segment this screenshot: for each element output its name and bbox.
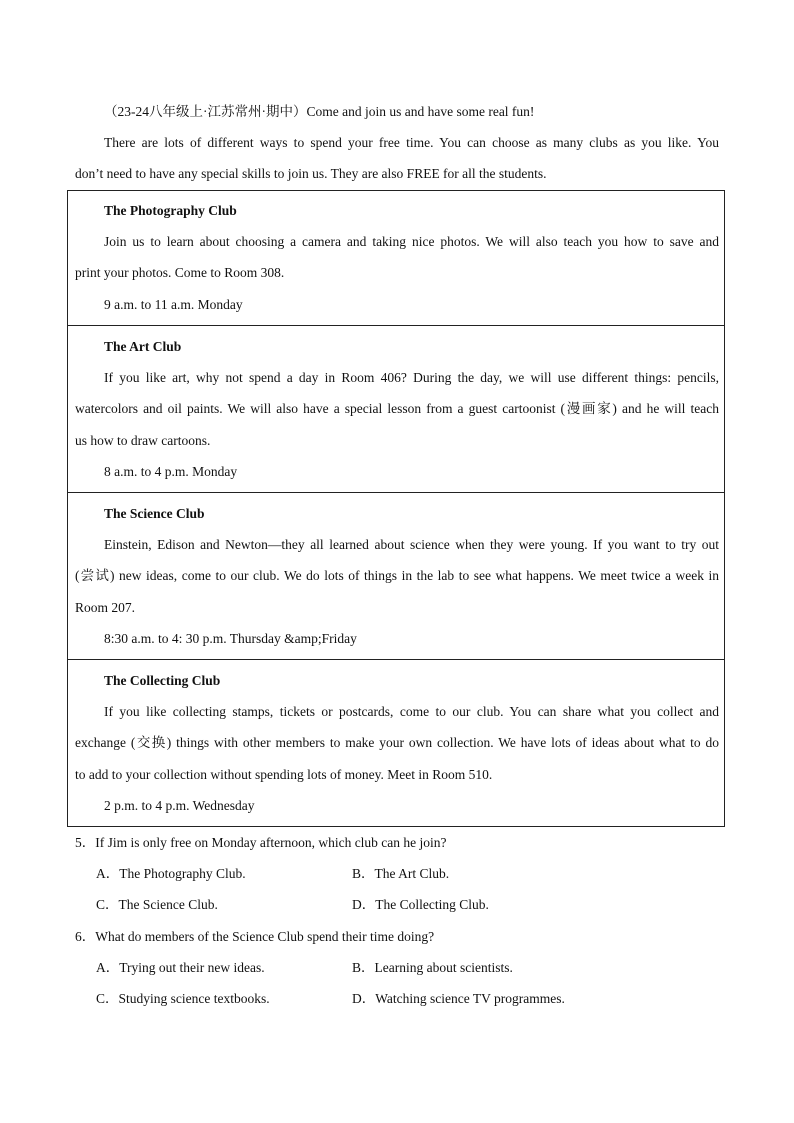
club-name: The Art Club	[104, 339, 182, 354]
club-description-line: (尝试) new ideas, come to our club. We do lots of things in the lab to see what happens. We meet twice a week in	[75, 568, 719, 583]
intro-line-1: There are lots of different ways to spend your free time. You can choose as many clubs as you like. You	[104, 135, 719, 150]
club-time: 8 a.m. to 4 p.m. Monday	[104, 464, 238, 479]
club-description-line: us how to draw cartoons.	[75, 433, 211, 448]
question-number: 5．	[75, 835, 96, 850]
option-b[interactable]: B．The Art Club.	[352, 866, 450, 881]
club-description-line: Room 207.	[75, 600, 136, 615]
option-a[interactable]: A．The Photography Club.	[96, 866, 246, 881]
option-b[interactable]: B．Learning about scientists.	[352, 960, 513, 975]
club-description-line: to add to your collection without spending lots of money. Meet in Room 510.	[75, 767, 493, 782]
club-description-line: watercolors and oil paints. We will also have a special lesson from a guest cartoonist (漫画家) and he will teach	[75, 401, 719, 416]
option-d[interactable]: D．The Collecting Club.	[352, 897, 489, 912]
club-description-line: Einstein, Edison and Newton—they all learned about science when they were young. If you want to try out	[104, 537, 719, 552]
source-title: （23-24八年级上·江苏常州·期中）Come and join us and have some real fun!	[104, 104, 535, 119]
club-name: The Science Club	[104, 506, 205, 521]
club-time: 8:30 a.m. to 4: 30 p.m. Thursday &amp;Friday	[104, 631, 357, 646]
intro-line-2: don’t need to have any special skills to join us. They are also FREE for all the students.	[75, 166, 547, 181]
club-time: 9 a.m. to 11 a.m. Monday	[104, 297, 243, 312]
club-description-line: print your photos. Come to Room 308.	[75, 265, 285, 280]
club-name: The Collecting Club	[104, 673, 221, 688]
option-d[interactable]: D．Watching science TV programmes.	[352, 991, 565, 1006]
option-c[interactable]: C．The Science Club.	[96, 897, 218, 912]
question-6	[75, 927, 434, 947]
question-5	[75, 833, 447, 853]
question-text: If Jim is only free on Monday afternoon, which club can he join?	[95, 835, 447, 850]
question-text: What do members of the Science Club spend their time doing?	[95, 929, 435, 944]
club-description-line: If you like collecting stamps, tickets or postcards, come to our club. You can share what you collect and	[104, 704, 719, 719]
club-time: 2 p.m. to 4 p.m. Wednesday	[104, 798, 255, 813]
question-number: 6．	[75, 929, 96, 944]
club-description-line: exchange (交换) things with other members to make your own collection. We have lots of ideas about what to do	[75, 735, 719, 750]
club-description-line: If you like art, why not spend a day in Room 406? During the day, we will use different things: pencils,	[104, 370, 719, 385]
option-a[interactable]: A．Trying out their new ideas.	[96, 960, 265, 975]
option-c[interactable]: C．Studying science textbooks.	[96, 991, 270, 1006]
club-description-line: Join us to learn about choosing a camera and taking nice photos. We will also teach you how to save and	[104, 234, 719, 249]
club-name: The Photography Club	[104, 203, 237, 218]
